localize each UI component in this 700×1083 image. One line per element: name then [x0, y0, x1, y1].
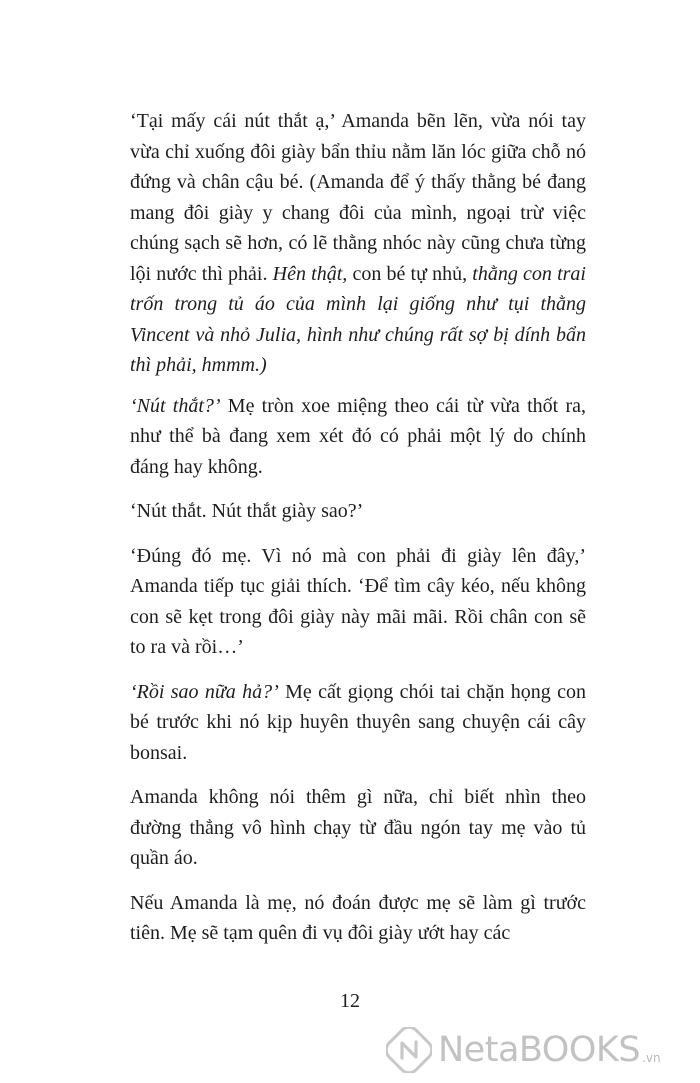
paragraph-7: Nếu Amanda là mẹ, nó đoán được mẹ sẽ làm gì trước tiên. Mẹ sẽ tạm quên đi vụ đôi giày ướt hay các [130, 891, 586, 944]
paragraph-5 [130, 677, 586, 769]
paragraph-1 [130, 106, 586, 381]
watermark-text: NetaBOOKS [438, 1029, 641, 1070]
p2-italic-1: ‘Nút thắt?’ [130, 394, 221, 417]
p5-text-1: Mẹ cất giọng chói tai chặn họng con bé trước khi nó kịp huyên thuyên sang chuyện cái cây bonsai. [130, 680, 586, 764]
p1-italic-1: Hên thật, [272, 262, 348, 285]
page-number: 12 [340, 990, 360, 1012]
p1-italic-2: thằng con trai trốn trong tủ áo của mình lại giống như tụi thằng Vincent và nhỏ Julia, hình như chúng rất sợ bị dính bẩn thì phải, hmmm.) [130, 262, 586, 376]
p2-text-1: Mẹ tròn xoe miệng theo cái từ vừa thốt ra, như thể bà đang xem xét đó có phải một lý do chính đáng hay không. [130, 394, 586, 478]
p1-text-2: con bé tự nhủ, [347, 262, 473, 285]
body-text [130, 106, 586, 963]
paragraph-4: ‘Đúng đó mẹ. Vì nó mà con phải đi giày lên đây,’ Amanda tiếp tục giải thích. ‘Để tìm cây kéo, nếu không con sẽ kẹt trong đôi giày này mãi mãi. Rồi chân con sẽ to ra và rồi…’ [130, 544, 586, 658]
p5-italic-1: ‘Rồi sao nữa hả?’ [130, 680, 279, 703]
netabooks-logo-icon [386, 1027, 432, 1073]
paragraph-6: Amanda không nói thêm gì nữa, chỉ biết nhìn theo đường thẳng vô hình chạy từ đầu ngón tay mẹ vào tủ quần áo. [130, 786, 586, 869]
netabooks-watermark [386, 1016, 700, 1083]
paragraph-3: ‘Nút thắt. Nút thắt giày sao?’ [130, 500, 364, 522]
watermark-suffix: .vn [642, 1051, 661, 1065]
p1-text-1: ‘Tại mấy cái nút thắt ạ,’ Amanda bẽn lẽn, vừa nói tay vừa chỉ xuống đôi giày bẩn thỉu nằm lăn lóc giữa chỗ nó đứng và chân cậu bé. (Amanda để ý thấy thằng bé đang mang đôi giày y chang đôi của mình, ngoại trừ việc chúng sạch sẽ hơn, có lẽ thằng nhóc này cũng chưa từng lội nước thì phải. [130, 110, 586, 285]
paragraph-2 [130, 391, 586, 483]
